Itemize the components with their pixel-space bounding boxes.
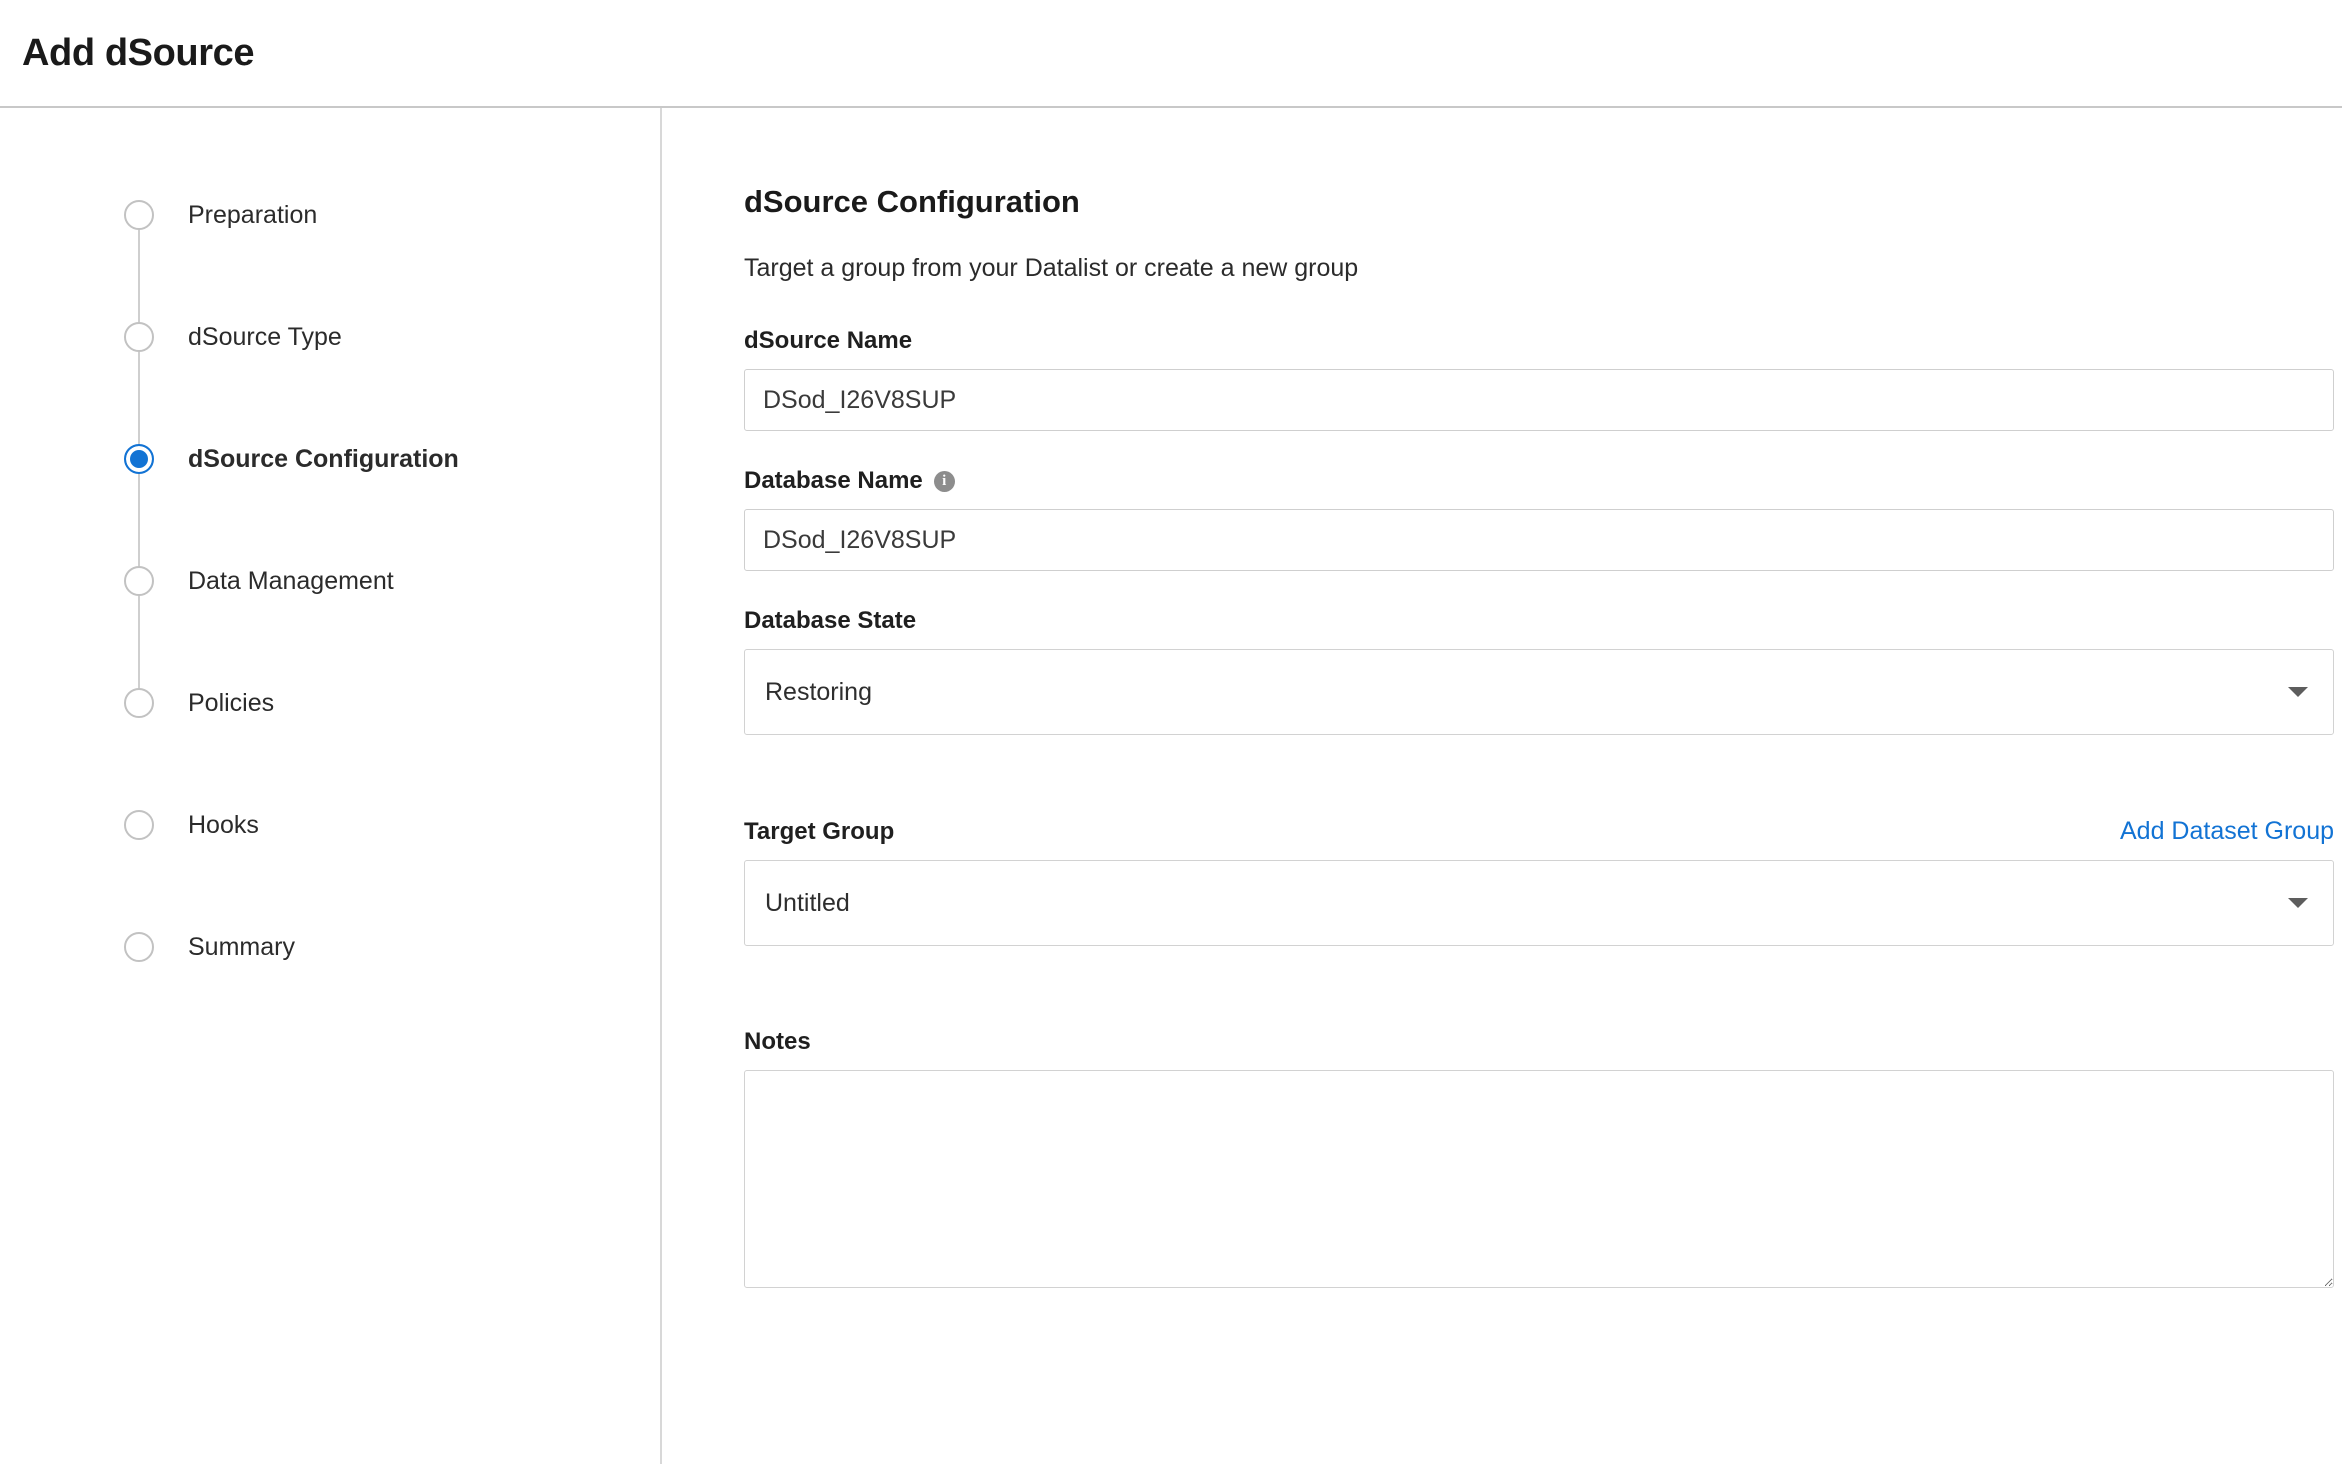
- page-body: [0, 108, 2342, 1464]
- wizard-step-label: dSource Type: [188, 322, 342, 351]
- target-group-value: Untitled: [744, 860, 2334, 946]
- add-dataset-group-link[interactable]: Add Dataset Group: [2119, 817, 2334, 845]
- database-name-label-text: Database Name: [744, 467, 923, 494]
- database-name-label: [744, 467, 2312, 495]
- target-group-label: Target Group: [744, 818, 895, 845]
- wizard-step-label: Preparation: [188, 200, 318, 229]
- step-dot-icon: [124, 810, 154, 840]
- wizard-step-label: Hooks: [188, 810, 259, 839]
- configuration-panel: [662, 108, 2342, 1464]
- page-header: [0, 0, 2342, 108]
- database-state-field: [744, 607, 2312, 735]
- info-icon[interactable]: i: [934, 471, 955, 492]
- panel-subtitle: Target a group from your Datalist or create a new group: [744, 254, 1359, 282]
- database-name-field: [744, 467, 2312, 571]
- wizard-sidebar: [0, 108, 662, 1464]
- target-group-header: [744, 817, 2334, 846]
- wizard-step-dsource-configuration[interactable]: [124, 428, 660, 490]
- chevron-down-icon: [2288, 687, 2308, 697]
- database-state-value: Restoring: [744, 649, 2334, 735]
- notes-label: Notes: [744, 1028, 811, 1055]
- chevron-down-icon: [2288, 898, 2308, 908]
- panel-spacer: [744, 982, 2312, 1028]
- wizard-step-policies[interactable]: [124, 672, 660, 734]
- wizard-step-data-management[interactable]: [124, 550, 660, 612]
- step-dot-icon: [124, 932, 154, 962]
- step-dot-icon: [124, 322, 154, 352]
- notes-textarea[interactable]: [744, 1070, 2334, 1288]
- target-group-field: [744, 817, 2334, 946]
- database-state-select[interactable]: [744, 649, 2334, 735]
- wizard-step-hooks[interactable]: [124, 794, 660, 856]
- panel-spacer: [744, 771, 2312, 817]
- page-title: Add dSource: [22, 31, 255, 74]
- database-name-input[interactable]: [744, 509, 2334, 571]
- dsource-name-label: dSource Name: [744, 327, 913, 354]
- target-group-select[interactable]: [744, 860, 2334, 946]
- step-dot-active-icon: [124, 444, 154, 474]
- wizard-step-dsource-type[interactable]: [124, 306, 660, 368]
- notes-field: [744, 1028, 2312, 1293]
- step-dot-icon: [124, 688, 154, 718]
- dsource-name-field: [744, 327, 2312, 431]
- wizard-step-preparation[interactable]: [124, 184, 660, 246]
- wizard-step-label: Summary: [188, 932, 295, 961]
- wizard-step-label: Policies: [188, 688, 275, 717]
- panel-title: dSource Configuration: [744, 184, 1080, 219]
- database-state-label: Database State: [744, 607, 917, 634]
- step-dot-icon: [124, 200, 154, 230]
- wizard-step-label: dSource Configuration: [188, 444, 459, 473]
- wizard-steps: [124, 184, 660, 978]
- wizard-step-summary[interactable]: [124, 916, 660, 978]
- wizard-step-label: Data Management: [188, 566, 394, 595]
- dsource-name-input[interactable]: [744, 369, 2334, 431]
- step-dot-icon: [124, 566, 154, 596]
